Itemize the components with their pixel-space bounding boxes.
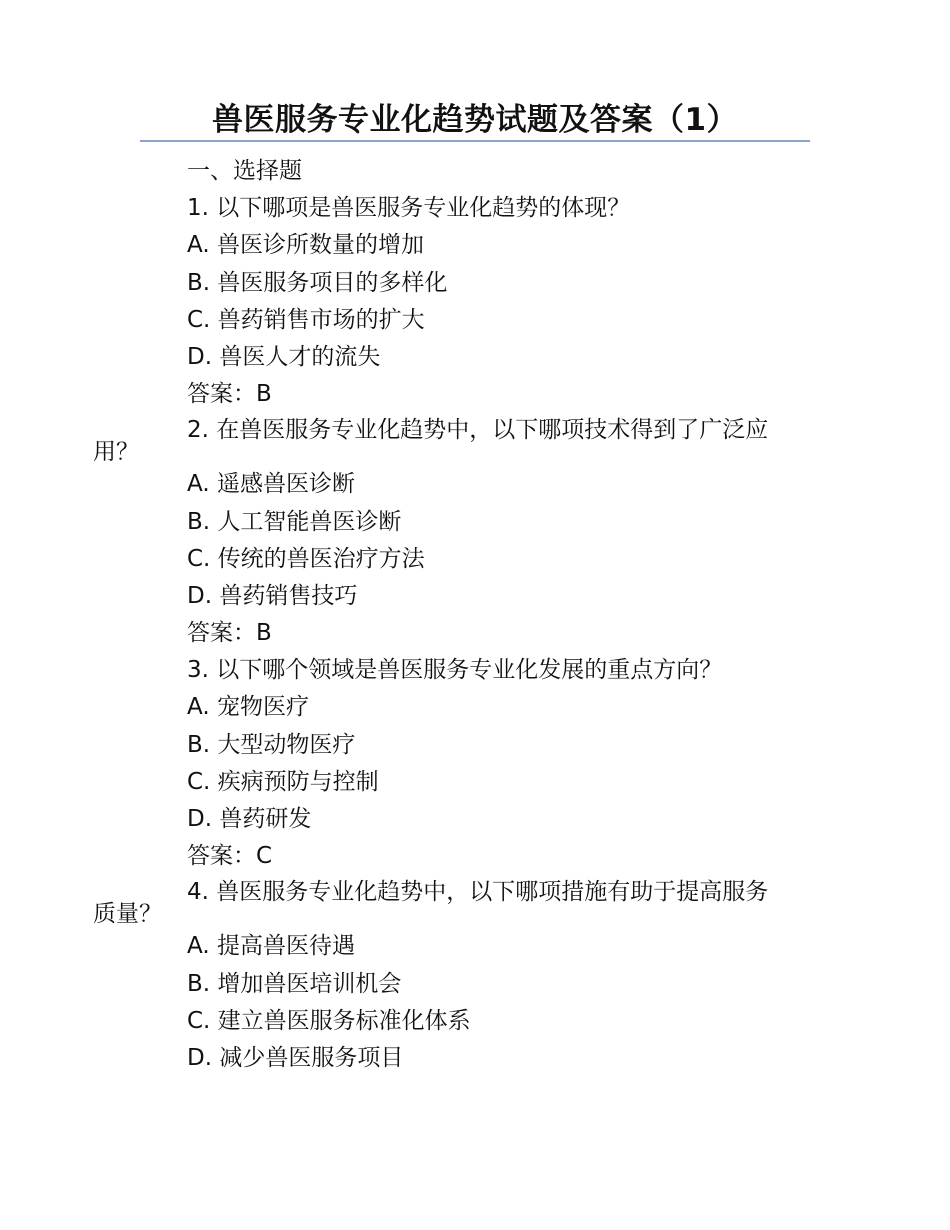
question-2-answer: 答案：B	[187, 620, 272, 647]
question-4-stem-line2: 质量？	[93, 901, 162, 928]
question-2-option-c: C. 传统的兽医治疗方法	[187, 545, 425, 572]
question-1-option-c: C. 兽药销售市场的扩大	[187, 306, 425, 333]
question-1-option-d: D. 兽医人才的流失	[187, 343, 381, 370]
document-title: 兽医服务专业化趋势试题及答案（1）	[211, 102, 739, 138]
question-4-option-c: C. 建立兽医服务标准化体系	[187, 1007, 471, 1034]
question-2-stem-line2: 用？	[93, 439, 139, 466]
question-4-option-b: B. 增加兽医培训机会	[187, 970, 402, 997]
section-heading: 一、选择题	[187, 158, 302, 184]
question-1-option-a: A. 兽医诊所数量的增加	[187, 232, 424, 259]
question-3-option-b: B. 大型动物医疗	[187, 731, 356, 758]
question-3-answer: 答案：C	[187, 843, 273, 870]
question-1-answer: 答案：B	[187, 381, 272, 408]
question-3-option-c: C. 疾病预防与控制	[187, 768, 379, 795]
question-3-stem: 3. 以下哪个领域是兽医服务专业化发展的重点方向？	[187, 657, 723, 684]
question-1-stem: 1. 以下哪项是兽医服务专业化趋势的体现？	[187, 195, 631, 222]
question-2-option-a: A. 遥感兽医诊断	[187, 471, 355, 498]
question-3-option-d: D. 兽药研发	[187, 806, 312, 832]
question-2-stem	[93, 417, 812, 466]
question-2-option-d: D. 兽药销售技巧	[187, 582, 358, 609]
question-4-stem	[93, 879, 812, 928]
question-4-option-a: A. 提高兽医待遇	[187, 933, 355, 960]
title-underline	[140, 140, 810, 142]
question-2-option-b: B. 人工智能兽医诊断	[187, 508, 402, 535]
question-3-option-a: A. 宠物医疗	[187, 694, 309, 721]
question-4-stem-line1: 4. 兽医服务专业化趋势中，以下哪项措施有助于提高服务	[187, 879, 769, 906]
question-4-option-d: D. 减少兽医服务项目	[187, 1044, 404, 1071]
question-1-option-b: B. 兽医服务项目的多样化	[187, 269, 448, 296]
document-body	[93, 153, 812, 1077]
question-2-stem-line1: 2. 在兽医服务专业化趋势中，以下哪项技术得到了广泛应	[187, 417, 769, 444]
